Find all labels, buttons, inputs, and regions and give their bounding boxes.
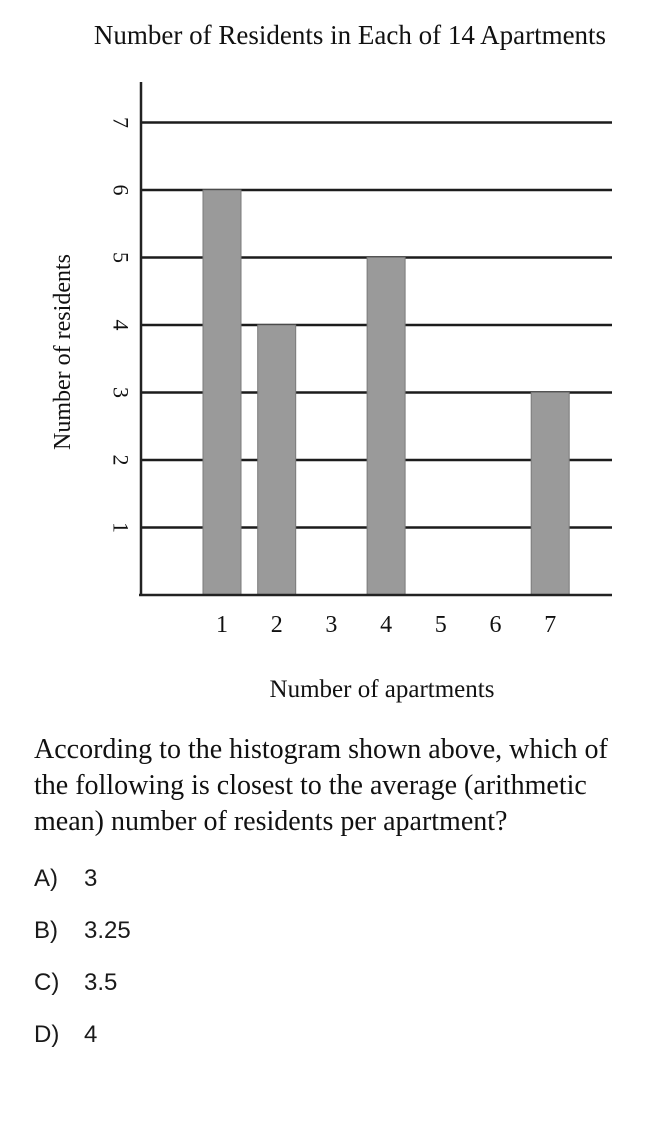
choice-a-value: 3 [84, 865, 98, 892]
x-tick-label-2: 2 [270, 612, 283, 638]
bar-4 [367, 258, 405, 596]
chart-title: Number of Residents in Each of 14 Apartments [93, 20, 607, 50]
y-tick-label-5: 5 [108, 252, 134, 263]
choice-d-value: 4 [84, 1021, 98, 1048]
choice-b-letter: B) [34, 917, 58, 944]
x-tick-label-5: 5 [434, 612, 447, 638]
bar-2 [258, 325, 296, 595]
bar-7 [531, 393, 569, 596]
choice-d[interactable] [34, 1018, 334, 1070]
y-tick-label-1: 1 [108, 522, 134, 533]
x-tick-label-4: 4 [380, 612, 393, 638]
x-tick-label-6: 6 [489, 612, 502, 638]
choice-c[interactable] [34, 966, 334, 1018]
x-tick-label-3: 3 [325, 612, 338, 638]
y-tick-labels [109, 117, 134, 533]
x-axis-label: Number of apartments [269, 676, 495, 703]
y-tick-label-2: 2 [108, 454, 134, 466]
choice-a[interactable] [34, 862, 334, 914]
choice-b[interactable] [34, 914, 334, 966]
y-tick-label-6: 6 [108, 184, 134, 196]
y-tick-label-7: 7 [108, 117, 134, 128]
answer-choices [34, 862, 334, 1070]
x-tick-label-1: 1 [216, 612, 228, 638]
question-text: According to the histogram shown above, which of the following is closest to the average (arithmetic mean) number of residents per apartment? [34, 734, 608, 837]
y-tick-label-4: 4 [108, 319, 134, 331]
y-tick-label-3: 3 [108, 387, 134, 398]
x-tick-labels [216, 612, 556, 638]
choice-a-letter: A) [34, 865, 58, 892]
y-axis-label: Number of residents [50, 254, 76, 450]
bar-1 [203, 190, 241, 595]
choice-d-letter: D) [34, 1021, 60, 1048]
choice-c-value: 3.5 [84, 969, 118, 996]
x-tick-label-7: 7 [544, 612, 557, 638]
choice-b-value: 3.25 [84, 917, 131, 944]
choice-c-letter: C) [34, 969, 60, 996]
